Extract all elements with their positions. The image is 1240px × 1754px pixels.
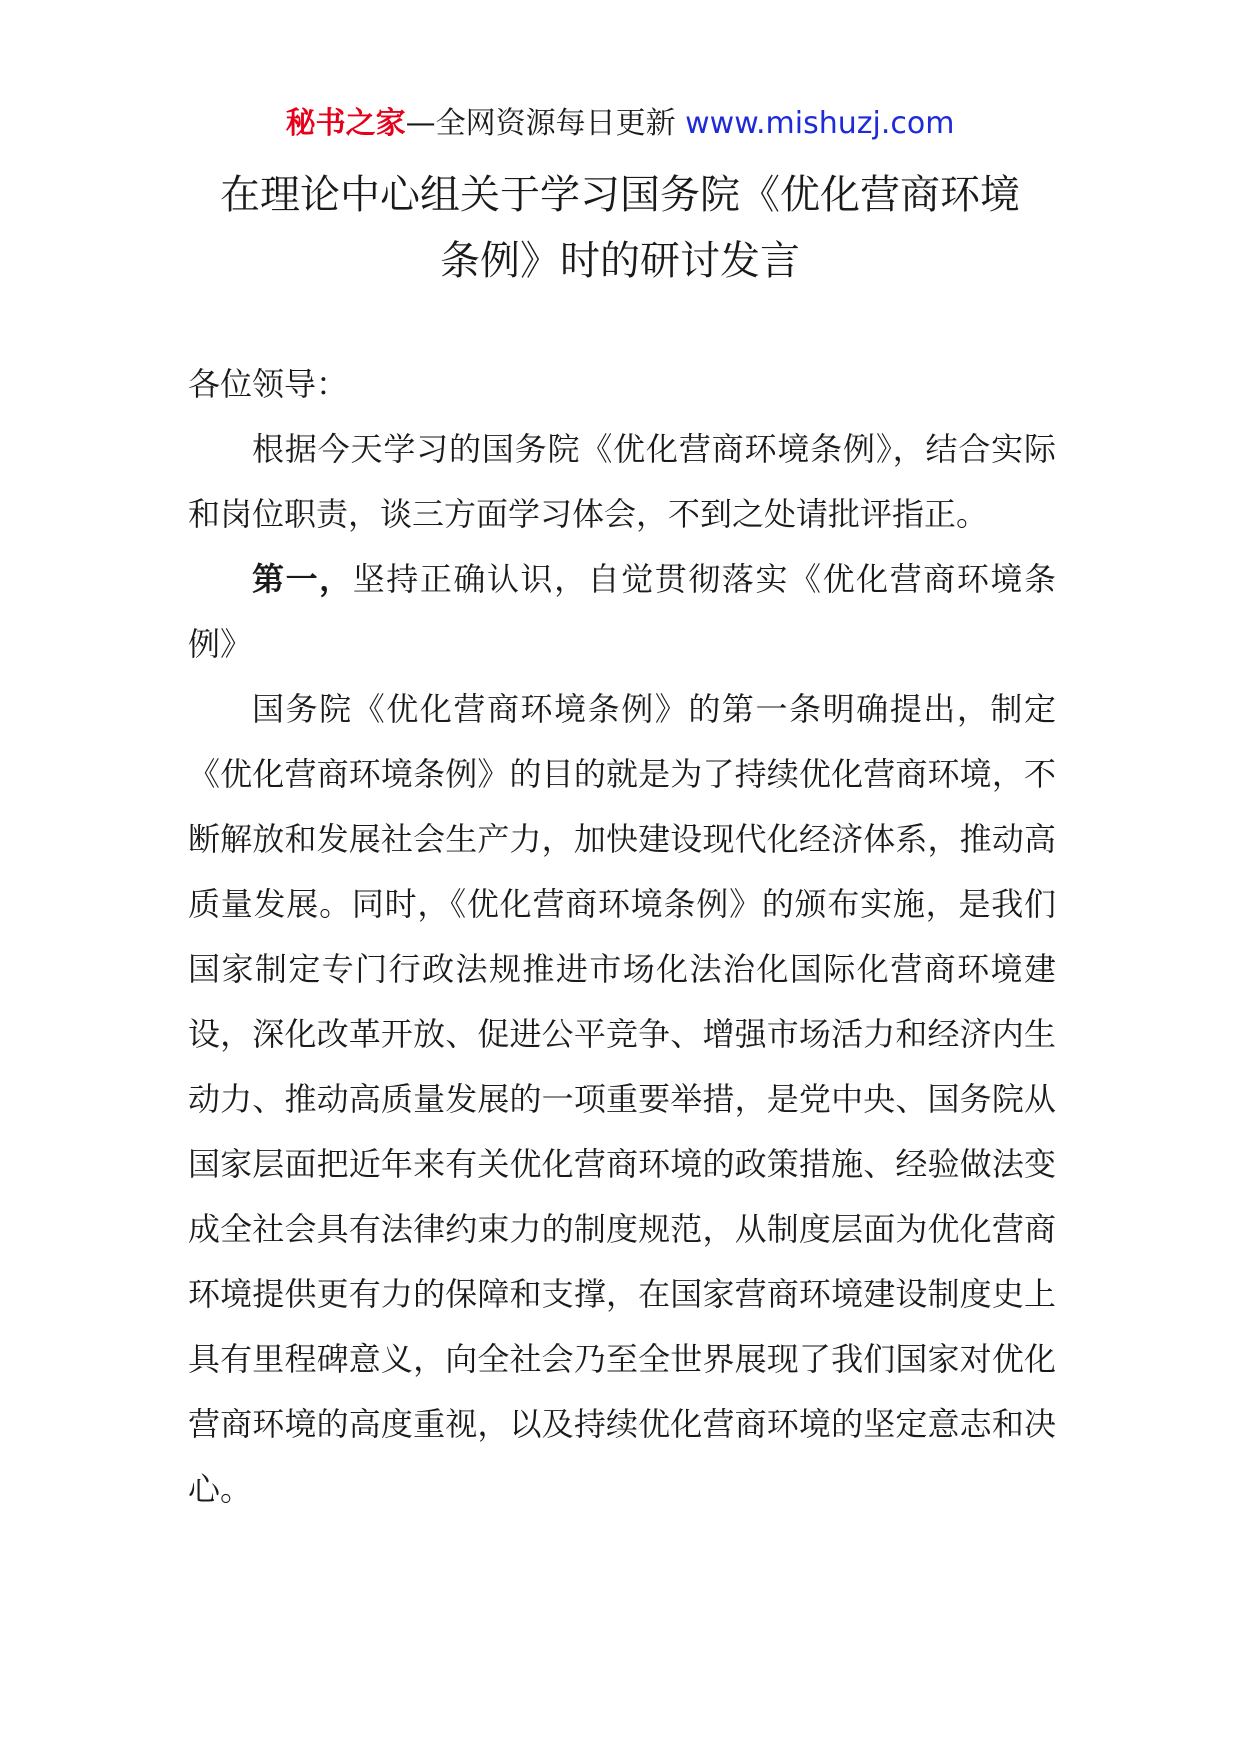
document-body	[188, 352, 1056, 1522]
section-1-paragraph: 国务院《优化营商环境条例》的第一条明确提出，制定《优化营商环境条例》的目的就是为了持续优化营商环境，不断解放和发展社会生产力，加快建设现代化经济体系，推动高质量发展。同时，《优化营商环境条例》的颁布实施，是我们国家制定专门行政法规推进市场化法治化国际化营商环境建设，深化改革开放、促进公平竞争、增强市场活力和经济内生动力、推动高质量发展的一项重要举措，是党中央、国务院从国家层面把近年来有关优化营商环境的政策措施、经验做法变成全社会具有法律约束力的制度规范，从制度层面为优化营商环境提供更有力的保障和支撑，在国家营商环境建设制度史上具有里程碑意义，向全社会乃至全世界展现了我们国家对优化营商环境的高度重视，以及持续优化营商环境的坚定意志和决心。	[188, 690, 1056, 1508]
page-header	[0, 100, 1240, 148]
title-line-2: 条例》时的研讨发言	[440, 238, 800, 284]
brand-name: 秘书之家	[285, 106, 406, 141]
section-1-lead: 第一，	[252, 560, 353, 598]
salutation: 各位领导：	[188, 365, 349, 403]
section-1-title: 坚持正确认识，自觉贯彻落实《优化营商环境条例》	[188, 560, 1056, 663]
intro-paragraph: 根据今天学习的国务院《优化营商环境条例》，结合实际和岗位职责，谈三方面学习体会，不到之处请批评指正。	[188, 430, 1056, 533]
section-1-heading	[188, 547, 1056, 677]
title-line-1: 在理论中心组关于学习国务院《优化营商环境	[220, 172, 1020, 218]
document-title	[150, 162, 1090, 294]
header-tagline: —全网资源每日更新	[405, 106, 676, 141]
website-link[interactable]: www.mishuzj.com	[685, 106, 955, 141]
